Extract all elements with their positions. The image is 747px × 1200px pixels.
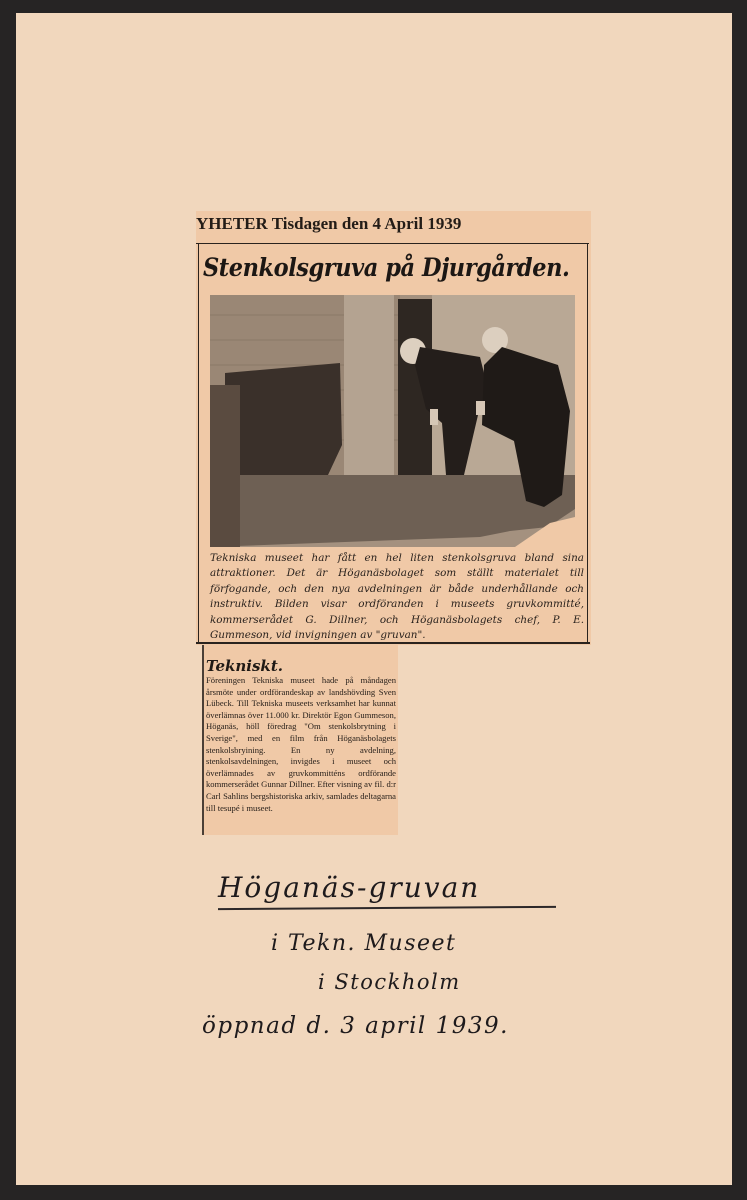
notice-body: Föreningen Tekniska museet hade på måndagen årsmöte under ordförandeskap av landshövding Sven Lübeck. Till Tekniska museets verksamhet har kunnat överlämnas över 11.000 kr. Direktör Egon Gummeson, Höganäs, höll föredrag "Om stenkolsbrytning i Sverige", med en film från Höganäsbolagets stenkolsbryining. En ny avdelning, stenkolsavdelningen, invigdes i museet och överlämnades av gruvkommitténs ordförande kommerserådet Gunnar Dillner. Efter visning av fil. d:r Carl Sahlins bergshistoriska arkiv, samlades deltagarna till tesupé i museet. — [206, 675, 396, 813]
column-rule — [587, 244, 588, 644]
handwritten-underline — [218, 906, 556, 910]
news-photo — [210, 295, 575, 547]
publication-date: Tisdagen den 4 April 1939 — [271, 214, 462, 233]
section-name: YHETER — [196, 214, 268, 233]
photo-caption: Tekniska museet har fått en hel liten stenkolsgruva bland sina attraktioner. Det är Höganäsbolaget som ställt materialet till förfogande, och den nya avdelningen är både underhållande och instruktiv. Bilden visar ordföranden i museets gruvkommitté, kommerserådet G. Dillner, och Höganäsbolagets chef, P. E. Gummeson, vid invigningen av "gruvan". — [210, 552, 584, 642]
archive-sheet — [16, 13, 732, 1185]
handwritten-line: i Tekn. Museet — [271, 931, 457, 956]
notice-heading: Tekniskt. — [206, 657, 283, 675]
handwritten-line: öppnad d. 3 april 1939. — [202, 1013, 509, 1039]
headline: Stenkolsgruva på Djurgården. — [203, 253, 570, 282]
dateline — [196, 214, 576, 234]
column-rule — [198, 244, 199, 644]
column-rule — [196, 243, 589, 244]
handwritten-line: i Stockholm — [318, 970, 461, 994]
handwritten-title: Höganäs-gruvan — [218, 871, 481, 904]
column-rule — [202, 645, 204, 835]
notice-clipping — [202, 645, 398, 835]
newspaper-clipping — [196, 211, 591, 645]
